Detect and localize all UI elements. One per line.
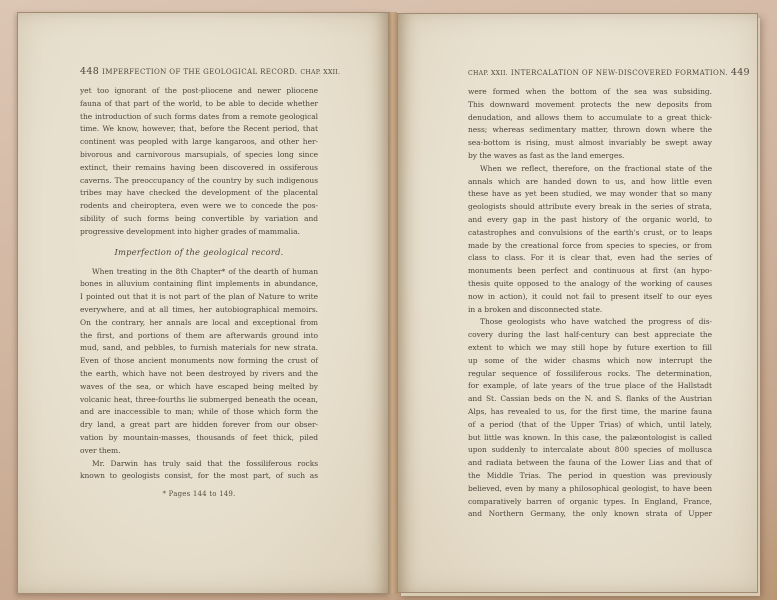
page-body-right bbox=[468, 86, 712, 521]
text-line bbox=[468, 496, 712, 509]
page-body-left bbox=[80, 85, 318, 483]
section-heading: Imperfection of the geological record. bbox=[114, 246, 284, 257]
text-line bbox=[468, 406, 712, 419]
text-line-content: class to class. For it is clear that, even had the series of bbox=[468, 253, 712, 263]
text-line bbox=[80, 291, 318, 304]
text-line-content: but little was known. In this case, the palæontologist is called bbox=[468, 432, 712, 442]
text-line-content: yet too ignorant of the post-pliocene and newer pliocene bbox=[80, 86, 318, 95]
page-right bbox=[397, 13, 758, 593]
text-line-content: thesis quite opposed to the analogy of the working of causes bbox=[468, 278, 712, 288]
text-line bbox=[468, 329, 712, 342]
text-line-content: catastrophes and convulsions of the earth's crust, or to leaps bbox=[468, 227, 712, 237]
text-line-content: waves of the sea, or which have escaped being melted by bbox=[80, 381, 318, 391]
text-column-right bbox=[468, 67, 750, 521]
text-line-content: now in action), it could not fail to present itself to our eyes bbox=[468, 291, 712, 301]
text-line bbox=[468, 163, 712, 176]
text-line bbox=[80, 187, 318, 200]
text-line bbox=[80, 85, 318, 98]
text-line-content: volcanic heat, three-fourths lie submerged beneath the ocean, bbox=[80, 394, 318, 404]
text-line-content: fauna of that part of the world, to be able to decide whether bbox=[80, 98, 318, 108]
text-line-content: rodents and cheiroptera, even were we to concede the pos- bbox=[80, 201, 318, 211]
chapter-label-left: CHAP. XXII. bbox=[300, 69, 341, 76]
text-line bbox=[468, 304, 712, 317]
text-line-content: bones in alluvium containing flint implements in abundance, bbox=[80, 279, 318, 289]
text-line bbox=[468, 137, 712, 150]
text-line bbox=[468, 252, 712, 265]
text-line-content: extinct, their remains having been discovered in ossiferous bbox=[80, 162, 318, 172]
text-line-content: and Northern Germany, the only known strata of Upper bbox=[468, 509, 712, 519]
text-line-content: vation by mountain-masses, thousands of feet thick, piled bbox=[80, 432, 318, 442]
text-line-content: Alps, has revealed to us, for the first time, the marine fauna bbox=[468, 406, 712, 416]
text-line bbox=[468, 99, 712, 112]
text-column-left bbox=[80, 66, 341, 499]
text-line bbox=[80, 445, 318, 458]
text-line bbox=[468, 278, 712, 291]
text-line bbox=[468, 291, 712, 304]
text-line bbox=[80, 162, 318, 175]
footnote: * Pages 144 to 149. bbox=[162, 490, 236, 499]
text-line-content: annals which are handed down to us, and how little even bbox=[468, 176, 712, 186]
text-line bbox=[468, 316, 712, 329]
text-line-content: caverns. The preoccupancy of the country by such indigenous bbox=[80, 175, 318, 185]
text-line bbox=[80, 368, 318, 381]
text-line bbox=[80, 317, 318, 330]
page-left bbox=[17, 12, 389, 594]
text-line-content: dry land, a great part are hidden forever from our obser- bbox=[80, 420, 318, 430]
text-line-content: covery during the last half-century can best appreciate the bbox=[468, 330, 712, 340]
text-line bbox=[468, 86, 712, 99]
text-line bbox=[468, 227, 712, 240]
text-line bbox=[468, 393, 712, 406]
text-line bbox=[468, 188, 712, 201]
text-line-content: up some of the wider chasms which now interrupt the bbox=[468, 355, 712, 365]
text-line-content: continent was peopled with large kangaroos, and other her- bbox=[80, 137, 318, 147]
text-line bbox=[80, 406, 318, 419]
text-line bbox=[80, 111, 318, 124]
text-line-content: of a period (that of the Upper Trias) of which, until lately, bbox=[468, 419, 712, 429]
running-title-left: IMPERFECTION OF THE GEOLOGICAL RECORD. bbox=[102, 67, 298, 76]
gutter-shadow bbox=[388, 12, 397, 594]
chapter-label-right: CHAP. XXII. bbox=[468, 70, 508, 77]
text-line-content: over them. bbox=[80, 445, 121, 455]
text-line bbox=[468, 240, 712, 253]
text-line bbox=[468, 508, 712, 521]
text-line bbox=[80, 213, 318, 226]
text-line bbox=[80, 381, 318, 394]
text-line-content: and are inaccessible to man; while of those which form the bbox=[80, 407, 318, 417]
text-line bbox=[80, 123, 318, 136]
text-line bbox=[468, 150, 712, 163]
text-line-content: the introduction of such forms dates from a remote geological bbox=[80, 111, 318, 121]
text-line bbox=[468, 201, 712, 214]
text-line-content: and radiata between the fauna of the Lower Lias and that of bbox=[468, 458, 712, 468]
text-line-content: monuments been perfect and continuous at first (an hypo- bbox=[468, 266, 712, 276]
text-line bbox=[80, 355, 318, 368]
text-line bbox=[80, 342, 318, 355]
text-line bbox=[80, 226, 318, 239]
text-line bbox=[80, 149, 318, 162]
text-line bbox=[80, 394, 318, 407]
text-line-content: upon suddenly to intercalate about 800 species of mollusca bbox=[468, 445, 712, 455]
text-line bbox=[80, 304, 318, 317]
text-line-content: sibility of such forms being convertible by variation and bbox=[80, 213, 318, 223]
text-line-content: the Middle Trias. The period in question was previously bbox=[468, 470, 712, 480]
text-line bbox=[468, 355, 712, 368]
text-line-content: regular sequence of fossiliferous rocks. The determination, bbox=[468, 368, 712, 378]
text-line-content: the first, and portions of them are afterwards ground into bbox=[80, 330, 318, 340]
text-line-content: ness; whereas sedimentary matter, thrown down where the bbox=[468, 125, 712, 135]
text-line bbox=[468, 483, 712, 496]
text-line-content: everywhere, and at all times, her autobiographical memoirs. bbox=[80, 304, 318, 314]
text-line bbox=[468, 214, 712, 227]
text-line bbox=[468, 368, 712, 381]
text-line-content: for example, of late years of the true place of the Hallstadt bbox=[468, 381, 712, 391]
text-line bbox=[80, 98, 318, 111]
text-line bbox=[80, 458, 318, 471]
text-line-content: This downward movement protects the new deposits from bbox=[468, 99, 712, 109]
text-line bbox=[80, 470, 318, 483]
text-line-content: Even of those ancient monuments now forming the crust of bbox=[80, 356, 318, 366]
text-line-content: the earth, which have not been destroyed by rivers and the bbox=[80, 368, 318, 378]
text-line-content: and every gap in the past history of the organic world, to bbox=[468, 214, 712, 224]
text-line-content: Those geologists who have watched the progress of dis- bbox=[480, 317, 712, 327]
text-line-content: these have as yet been studied, we may wonder that so many bbox=[468, 189, 712, 199]
text-line bbox=[468, 380, 712, 393]
text-line-content: time. We know, however, that, before the Recent period, that bbox=[80, 124, 318, 134]
text-line bbox=[80, 200, 318, 213]
text-line-content: mud, sand, and pebbles, to furnish materials for new strata. bbox=[80, 343, 318, 353]
text-line-content: in a broken and disconnected state. bbox=[468, 304, 603, 314]
text-line-content: tribes may have checked the development of the placental bbox=[80, 188, 318, 198]
text-line bbox=[468, 444, 712, 457]
page-number-right: 449 bbox=[730, 67, 750, 78]
text-line-content: comparatively barren of organic types. In England, France, bbox=[468, 496, 712, 506]
text-line bbox=[80, 419, 318, 432]
text-line-content: When treating in the 8th Chapter* of the dearth of human bbox=[92, 266, 318, 276]
text-line-content: I pointed out that it is not part of the plan of Nature to write bbox=[80, 292, 318, 302]
text-line-content: were formed when the bottom of the sea was subsiding. bbox=[468, 87, 712, 96]
text-line-content: Mr. Darwin has truly said that the fossiliferous rocks bbox=[92, 458, 318, 468]
text-line bbox=[468, 124, 712, 137]
text-line-content: extent to which we may still hope by future exertion to fill bbox=[468, 342, 712, 352]
text-line-content: and St. Cassian beds on the N. and S. flanks of the Austrian bbox=[468, 394, 712, 404]
page-number-left: 448 bbox=[80, 66, 100, 77]
text-line bbox=[468, 265, 712, 278]
text-line-content: believed, even by many a philosophical geologist, to have been bbox=[468, 483, 712, 493]
text-line bbox=[468, 112, 712, 125]
text-line bbox=[468, 419, 712, 432]
text-line-content: progressive development into higher grades of mammalia. bbox=[80, 226, 300, 236]
text-line bbox=[468, 342, 712, 355]
text-line-content: known to geologists consist, for the most part, of such as bbox=[80, 471, 318, 481]
text-line bbox=[468, 470, 712, 483]
running-head-right bbox=[468, 67, 750, 78]
text-line bbox=[80, 432, 318, 445]
text-line-content: geologists should attribute every break in the series of strata, bbox=[468, 202, 712, 212]
text-line bbox=[468, 432, 712, 445]
running-head-left bbox=[80, 66, 341, 77]
text-line-content: sea-bottom is rising, must almost invariably be swept away bbox=[468, 138, 712, 148]
text-line bbox=[80, 278, 318, 291]
text-line bbox=[80, 330, 318, 343]
text-line bbox=[468, 457, 712, 470]
text-line bbox=[468, 176, 712, 189]
text-line bbox=[80, 266, 318, 279]
text-line bbox=[80, 175, 318, 188]
text-line bbox=[80, 136, 318, 149]
text-line-content: bivorous and carnivorous marsupials, of species long since bbox=[80, 149, 318, 159]
text-line-content: When we reflect, therefore, on the fractional state of the bbox=[480, 163, 712, 173]
running-title-right: INTERCALATION OF NEW-DISCOVERED FORMATION. bbox=[510, 68, 728, 77]
text-line-content: denudation, and allows them to accumulate to a great thick- bbox=[468, 112, 712, 122]
text-line-content: made by the creational force from species to species, or from bbox=[468, 240, 712, 250]
text-line-content: by the waves as fast as the land emerges. bbox=[468, 150, 625, 160]
text-line-content: On the contrary, her annals are local and exceptional from bbox=[80, 317, 318, 327]
